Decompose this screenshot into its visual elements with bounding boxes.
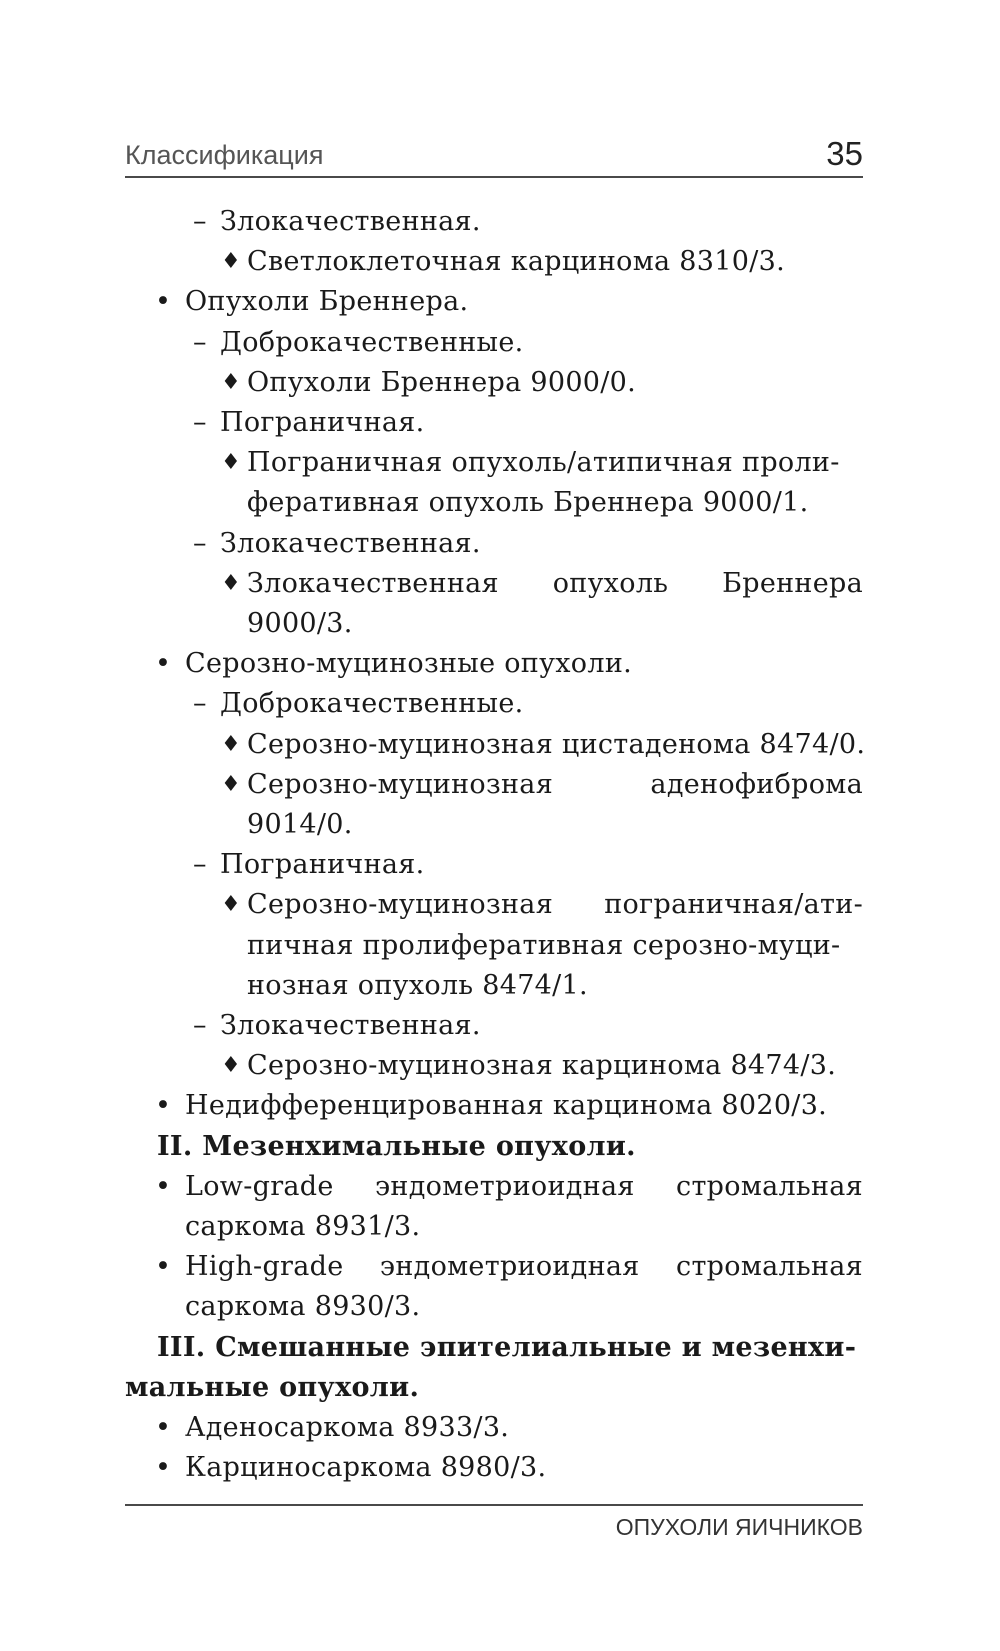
dash-marker: –	[193, 688, 207, 720]
list-item-text: Злокачественная опухоль Бреннера	[247, 567, 863, 599]
list-item-text: Пограничная опухоль/атипичная проли-	[247, 447, 840, 479]
list-item-text: Серозно-муцинозная карцинома 8474/3.	[247, 1050, 837, 1082]
dash-marker: –	[193, 849, 207, 881]
list-item	[125, 725, 866, 765]
list-item	[125, 1408, 863, 1448]
list-item-text: Серозно-муцинозные опухоли.	[185, 648, 632, 680]
list-item	[125, 282, 863, 322]
list-item-continuation: нозная опухоль 8474/1.	[247, 969, 588, 1001]
list-item	[125, 1006, 863, 1046]
list-item-text: Серозно-муцинозная цистаденома 8474/0.	[247, 728, 866, 760]
diamond-bullet-icon: ♦	[221, 369, 242, 395]
list-item	[125, 323, 863, 363]
list-item-continuation: пичная пролиферативная серозно-муци-	[247, 929, 841, 961]
list-item-text: Недифференцированная карцинома 8020/3.	[185, 1090, 828, 1122]
bullet-icon: •	[155, 1090, 172, 1122]
list-item	[125, 644, 863, 684]
list-item-text: Доброкачественные.	[220, 326, 524, 358]
list-item-text: Серозно-муцинозная аденофиброма	[247, 768, 863, 800]
list-item-text: Опухоли Бреннера.	[185, 286, 469, 318]
section-heading: II. Мезенхимальные опухоли.	[157, 1130, 636, 1162]
diamond-bullet-icon: ♦	[221, 892, 242, 918]
list-item	[125, 403, 863, 443]
list-item	[125, 524, 863, 564]
running-header	[125, 132, 863, 178]
list-item-text: Low-grade эндометриоидная стромальная	[185, 1170, 863, 1202]
list-item-continuation: саркома 8930/3.	[185, 1291, 421, 1323]
list-item	[125, 765, 863, 805]
diamond-bullet-icon: ♦	[221, 731, 242, 757]
dash-marker: –	[193, 1010, 207, 1042]
list-item-continuation: 9014/0.	[247, 809, 353, 841]
section-heading-continuation: мальные опухоли.	[125, 1371, 420, 1403]
section-heading: III. Смешанные эпителиальные и мезенхи-	[157, 1331, 857, 1363]
running-footer	[125, 1504, 863, 1546]
list-item	[125, 202, 863, 242]
list-item	[125, 684, 863, 724]
list-item	[125, 845, 863, 885]
diamond-bullet-icon: ♦	[221, 771, 242, 797]
list-item-text: Доброкачественные.	[220, 688, 524, 720]
list-item-text: Злокачественная.	[220, 206, 481, 237]
list-item-text: Серозно-муцинозная пограничная/ати-	[247, 889, 863, 921]
list-item-text: Опухоли Бреннера 9000/0.	[247, 366, 637, 398]
dash-marker: –	[193, 326, 207, 358]
bullet-icon: •	[155, 1251, 172, 1283]
list-item	[125, 1046, 863, 1086]
book-title: ОПУХОЛИ ЯИЧНИКОВ	[615, 1514, 863, 1540]
list-item-continuation: феративная опухоль Бреннера 9000/1.	[247, 487, 809, 519]
bullet-icon: •	[155, 1170, 172, 1202]
list-item	[125, 564, 863, 604]
list-item-text: Злокачественная.	[220, 1010, 481, 1042]
list-item-text: Пограничная.	[220, 849, 425, 881]
bullet-icon: •	[155, 1412, 172, 1444]
list-item	[125, 443, 863, 483]
classification-list	[125, 202, 866, 1489]
section-title: Классификация	[125, 140, 324, 170]
list-item	[125, 363, 863, 403]
list-item	[125, 1448, 863, 1488]
list-item-text: Карциносаркома 8980/3.	[185, 1452, 547, 1484]
diamond-bullet-icon: ♦	[221, 1053, 242, 1079]
diamond-bullet-icon: ♦	[221, 570, 242, 596]
list-item-text: High-grade эндометриоидная стромальная	[185, 1251, 863, 1283]
list-item	[125, 242, 863, 282]
diamond-bullet-icon: ♦	[221, 450, 242, 476]
list-item	[125, 1086, 863, 1126]
list-item	[125, 885, 863, 925]
list-item	[125, 1167, 863, 1207]
list-item-text: Аденосаркома 8933/3.	[185, 1412, 510, 1444]
list-item-text: Злокачественная.	[220, 527, 481, 559]
dash-marker: –	[193, 206, 207, 237]
diamond-bullet-icon: ♦	[221, 249, 242, 275]
list-item	[125, 1247, 863, 1287]
list-item-continuation: саркома 8931/3.	[185, 1211, 421, 1243]
list-item-text: Светлоклеточная карцинома 8310/3.	[247, 246, 785, 278]
dash-marker: –	[193, 407, 207, 439]
bullet-icon: •	[155, 1452, 172, 1484]
dash-marker: –	[193, 527, 207, 559]
bullet-icon: •	[155, 648, 172, 680]
bullet-icon: •	[155, 286, 172, 318]
list-item-continuation: 9000/3.	[247, 608, 353, 640]
list-item-text: Пограничная.	[220, 407, 425, 439]
page-number: 35	[826, 135, 863, 172]
